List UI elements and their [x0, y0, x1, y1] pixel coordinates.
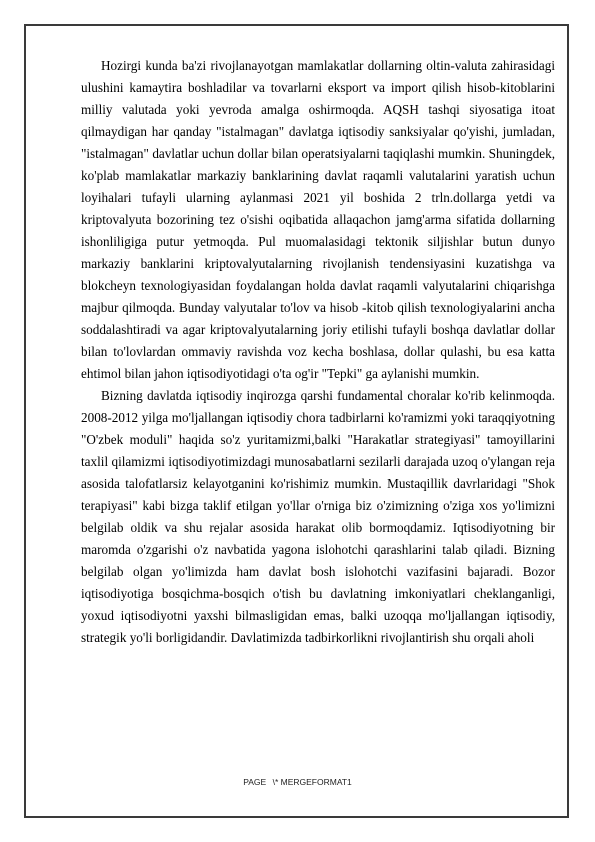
page-footer [0, 777, 595, 787]
document-body [81, 55, 555, 649]
paragraph-economic-strategy: Bizning davlatda iqtisodiy inqirozga qarshi fundamental choralar ko'rib kelinmoqda. 2008-2012 yilga mo'ljallangan iqtisodiy chora tadbirlarni ko'ramizmi yoki taraqqiyotning "O'zbek moduli" haqida so'z yuritamizmi,balki "Harakatlar strategiyasi" tamoyillarini taxlil qilamizmi iqtisodiyotimizdagi munosabatlarni sezilarli darajada uzoq o'ylangan reja asosida talofatlarsiz kelayotganini ko'rishimiz mumkin. Mustaqillik davrlaridagi "Shok terapiyasi" kabi bizga taklif etilgan yo'llar o'rniga biz o'zimizning o'ziga xos yo'limizni belgilab oldik va shu rejalar asosida harakat olib bormoqdamiz. Iqtisodiyotning bir maromda o'zgarishi o'z navbatida yagona islohotchi qarashlarini talab qiladi. Bizning belgilab olgan yo'limizda ham davlat bosh islohotchi vazifasini bajaradi. Bozor iqtisodiyotiga bosqichma-bosqich o'tish bu davlatning imkoniyatlari cheklanganligi, yoxud iqtisodiyotni yaxshi bilmasligidan emas, balki uzoqqa mo'ljallangan iqtisodiy, strategik yo'li borligidandir. Davlatimizda tadbirkorlikni rivojlantirish shu orqali aholi [81, 388, 555, 645]
footer-field-code: \* MERGEFORMAT1 [272, 777, 352, 787]
paragraph-dollar-reserves: Hozirgi kunda ba'zi rivojlanayotgan mamlakatlar dollarning oltin-valuta zahirasidagi ulushini kamaytira boshladilar va tovarlarni eksport va import qilish hisob-kitoblarini milliy valutada yoki yevroda amalga oshirmoqda. AQSH tashqi siyosatiga itoat qilmaydigan har qanday "istalmagan" davlatga iqtisodiy sanksiyalar qo'yishi, jumladan, "istalmagan" davlatlar uchun dollar bilan operatsiyalarni taqiqlashi mumkin. Shuningdek, ko'plab mamlakatlar markaziy banklarining davlat raqamli valutalarini yaratish uchun loyihalari tufayli ularning aylanmasi 2021 yil boshida 2 trln.dollarga yetdi va kriptovalyuta bozorining tez o'sishi oqibatida allaqachon jamg'arma sifatida dollarning ishonliligiga putur yetmoqda. Pul muomalasidagi tektonik siljishlar butun dunyo markaziy banklarini kriptovalyutalarning rivojlanish tendensiyasini kuzatishga va blokcheyn texnologiyasidan foydalangan holda davlat raqamli valyutalarini chiqarishga majbur qilmoqda. Bunday valyutalar to'lov va hisob -kitob qilish texnologiyalarini ancha soddalashtiradi va agar kriptovalyutalarning joriy etilishi tufayli boshqa davlatlar dollar bilan to'lovlardan ommaviy ravishda voz kecha boshlasa, dollar qulashi, bu esa katta ehtimol bilan jahon iqtisodiyotidagi o'ta og'ir "Tepki" ga aylanishi mumkin. [81, 58, 555, 381]
footer-page-label: PAGE [243, 777, 267, 787]
